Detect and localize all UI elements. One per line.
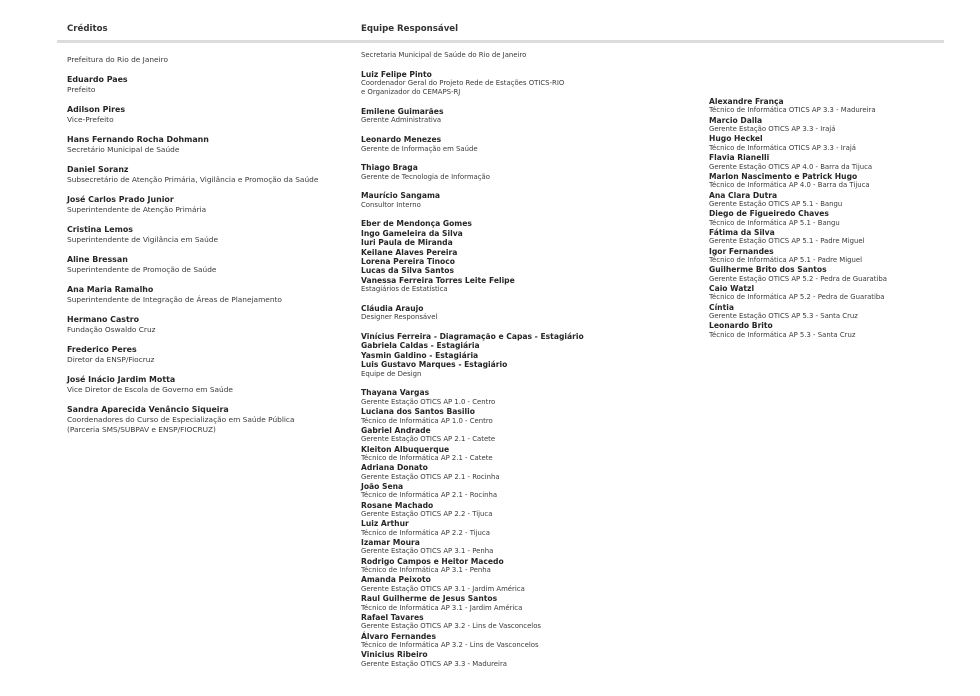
- person-name: Lorena Pereira Tinoco: [361, 257, 455, 267]
- credit-entry: [709, 247, 969, 266]
- person-name: Luiz Arthur: [361, 519, 409, 529]
- credit-entry: [67, 75, 357, 96]
- person-role: Equipe de Design: [361, 369, 422, 378]
- person-role: Gerente Estação OTICS AP 5.1 - Padre Miguel: [709, 237, 865, 246]
- person-name: Daniel Soranz: [67, 164, 129, 174]
- credit-entry: [67, 55, 357, 65]
- person-name: Leonardo Menezes: [361, 135, 442, 145]
- person-name: Luciana dos Santos Basilio: [361, 407, 475, 417]
- person-name: Alexandre França: [709, 97, 784, 106]
- person-name: Kleiton Albuquerque: [361, 444, 450, 454]
- credit-entry: [709, 153, 969, 172]
- credits-heading: Créditos: [67, 24, 108, 34]
- person-role: Consultor Interno: [361, 200, 421, 209]
- person-name: Marlon Nascimento e Patrick Hugo: [709, 171, 858, 181]
- credit-entry: [709, 265, 969, 284]
- team-column: [361, 51, 691, 669]
- person-name: Iuri Paula de Miranda: [361, 238, 453, 248]
- person-role: Técnico de Informática AP 3.1 - Penha: [361, 566, 491, 575]
- person-role: Técnico de Informática AP 4.0 - Barra da Tijuca: [709, 181, 870, 190]
- person-role: Gerente Estação OTICS AP 3.1 - Jardim América: [361, 584, 525, 593]
- credit-entry: [361, 501, 691, 520]
- person-role: Gerente Estação OTICS AP 3.3 - Madureira: [361, 659, 508, 668]
- person-role: Superintendente de Atenção Primária: [67, 205, 207, 214]
- credit-entry: [709, 134, 969, 153]
- person-name: Aline Bressan: [67, 254, 128, 264]
- credit-entry: [361, 407, 691, 426]
- person-name: Caio Watzl: [709, 284, 755, 294]
- person-role: Técnico de Informática AP 2.1 - Rocinha: [361, 491, 498, 500]
- person-role: Gerente de Tecnologia de Informação: [361, 172, 490, 181]
- person-role: Vice-Prefeito: [67, 115, 114, 124]
- person-name: Lucas da Silva Santos: [361, 266, 454, 276]
- credit-entry: [67, 135, 357, 156]
- team-heading: Equipe Responsável: [361, 24, 459, 34]
- credit-entry: [709, 191, 969, 210]
- person-name: Cristina Lemos: [67, 224, 133, 234]
- person-name: João Sena: [361, 481, 404, 491]
- credit-entry: [361, 107, 691, 126]
- credit-entry: [67, 345, 357, 366]
- person-role: Técnico de Informática AP 2.2 - Tijuca: [361, 528, 490, 537]
- person-name: José Carlos Prado Junior: [67, 194, 174, 204]
- person-role: Designer Responsável: [361, 313, 438, 322]
- person-role: Estagiários de Estatística: [361, 285, 448, 294]
- credit-entry: [67, 195, 357, 216]
- credit-entry: [709, 321, 969, 340]
- credit-entry: [361, 70, 691, 98]
- person-name: Adilson Pires: [67, 104, 126, 114]
- credit-entry: [361, 135, 691, 154]
- person-name: José Inácio Jardim Motta: [67, 374, 176, 384]
- person-role: Técnico de Informática AP 2.1 - Catete: [361, 453, 493, 462]
- credit-entry: [361, 650, 691, 669]
- credit-entry: [709, 97, 969, 116]
- person-role: Gerente Estação OTICS AP 3.3 - Irajá: [709, 125, 836, 134]
- credit-entry: [361, 575, 691, 594]
- credit-entry: [709, 116, 969, 135]
- credit-entry: [709, 172, 969, 191]
- person-role: Gerente Estação OTICS AP 3.1 - Penha: [361, 547, 494, 556]
- person-role: Técnico de Informática AP 3.1 - Jardim América: [361, 603, 523, 612]
- credit-entry: [361, 557, 691, 576]
- person-role: Superintendente de Vigilância em Saúde: [67, 235, 219, 244]
- person-name: Ingo Gameleira da Silva: [361, 228, 463, 238]
- credit-entry: [361, 538, 691, 557]
- credit-entry: [361, 332, 691, 379]
- person-role: Técnico de Informática OTICS AP 3.3 - Madureira: [709, 106, 876, 115]
- person-role: Gerente Estação OTICS AP 2.1 - Rocinha: [361, 472, 500, 481]
- person-name: Hugo Heckel: [709, 134, 763, 144]
- credit-entry: [67, 315, 357, 336]
- person-name: Amanda Peixoto: [361, 575, 431, 585]
- person-name: Rodrigo Campos e Heitor Macedo: [361, 556, 504, 566]
- credit-entry: [361, 163, 691, 182]
- person-name: Vinicius Ribeiro: [361, 650, 428, 660]
- person-name: Igor Fernandes: [709, 246, 774, 256]
- person-role: Gerente Estação OTICS AP 5.3 - Santa Cruz: [709, 312, 858, 321]
- person-role: Subsecretário de Atenção Primária, Vigilância e Promoção da Saúde: [67, 175, 319, 184]
- credit-entry: [361, 445, 691, 464]
- person-name: Fátima da Silva: [709, 227, 775, 237]
- person-name: Rafael Tavares: [361, 612, 424, 622]
- credit-entry: [361, 51, 691, 60]
- credit-entry: [67, 105, 357, 126]
- person-name: Gabriel Andrade: [361, 425, 431, 435]
- person-name: Thayana Vargas: [361, 388, 430, 398]
- person-role: Gerente Estação OTICS AP 4.0 - Barra da Tijuca: [709, 162, 873, 171]
- person-role: Prefeitura do Rio de Janeiro: [67, 55, 169, 64]
- person-role: Secretaria Municipal de Saúde do Rio de Janeiro: [361, 51, 527, 59]
- credit-entry: [361, 613, 691, 632]
- person-name: Vanessa Ferreira Torres Leite Felipe: [361, 275, 515, 285]
- person-role: Diretor da ENSP/Fiocruz: [67, 355, 155, 364]
- person-role: Fundação Oswaldo Cruz: [67, 325, 156, 334]
- credit-entry: [361, 304, 691, 323]
- person-name: Gabriela Caldas - Estagiária: [361, 341, 480, 351]
- credit-entry: [361, 219, 691, 294]
- person-role: Gerente de Informação em Saúde: [361, 144, 478, 153]
- person-name: Frederico Peres: [67, 344, 137, 354]
- person-role: Secretário Municipal de Saúde: [67, 145, 180, 154]
- person-role: Gerente Administrativa: [361, 116, 442, 125]
- person-role: Vice Diretor de Escola de Governo em Saúde: [67, 385, 233, 394]
- person-name: Sandra Aparecida Venâncio Siqueira: [67, 404, 229, 414]
- credit-entry: [709, 303, 969, 322]
- person-role: Superintendente de Promoção de Saúde: [67, 265, 217, 274]
- credit-entry: [361, 519, 691, 538]
- person-role: Coordenadores do Curso de Especialização em Saúde Pública: [67, 415, 295, 424]
- person-name: Flavia Rianelli: [709, 153, 770, 163]
- credit-entry: [361, 191, 691, 210]
- person-name: Keilane Alaves Pereira: [361, 247, 458, 257]
- person-name: Izamar Moura: [361, 538, 420, 548]
- person-role: Técnico de Informática AP 3.2 - Lins de Vasconcelos: [361, 640, 539, 649]
- person-name: Cíntia: [709, 302, 734, 312]
- person-name: Eduardo Paes: [67, 74, 128, 84]
- person-role: Gerente Estação OTICS AP 2.2 - Tijuca: [361, 510, 493, 519]
- person-name: Ana Clara Dutra: [709, 190, 778, 200]
- person-role: Gerente Estação OTICS AP 2.1 - Catete: [361, 435, 496, 444]
- person-role: Superintendente de Integração de Áreas de Planejamento: [67, 295, 282, 304]
- person-name: Hermano Castro: [67, 314, 140, 324]
- credit-entry: [67, 165, 357, 186]
- team-continued-column: [709, 97, 969, 340]
- person-role: Gerente Estação OTICS AP 5.1 - Bangu: [709, 199, 843, 208]
- credit-entry: [361, 426, 691, 445]
- person-role: Técnico de Informática AP 5.1 - Bangu: [709, 218, 840, 227]
- credit-entry: [361, 463, 691, 482]
- person-name: Vinícius Ferreira - Diagramação e Capas - Estagiário: [361, 332, 584, 342]
- person-role: Gerente Estação OTICS AP 3.2 - Lins de Vasconcelos: [361, 622, 542, 631]
- person-role: Técnico de Informática AP 5.1 - Padre Miguel: [709, 256, 863, 265]
- person-role: e Organizador do CEMAPS-RJ: [361, 88, 461, 97]
- person-role: Técnico de Informática OTICS AP 3.3 - Irajá: [709, 143, 856, 152]
- person-name: Marcio Dalla: [709, 115, 763, 125]
- person-role: Técnico de Informática AP 5.2 - Pedra de Guaratiba: [709, 293, 885, 302]
- person-role: Técnico de Informática AP 1.0 - Centro: [361, 416, 493, 425]
- credit-entry: [67, 255, 357, 276]
- person-name: Thiago Braga: [361, 163, 418, 173]
- person-name: Diego de Figueiredo Chaves: [709, 209, 829, 219]
- credit-entry: [67, 285, 357, 306]
- person-name: Maurício Sangama: [361, 191, 440, 201]
- person-name: Luiz Felipe Pinto: [361, 69, 432, 79]
- credit-entry: [709, 209, 969, 228]
- credit-entry: [361, 482, 691, 501]
- person-name: Luis Gustavo Marques - Estagiário: [361, 360, 508, 370]
- credit-entry: [67, 375, 357, 396]
- person-role: Gerente Estação OTICS AP 5.2 - Pedra de Guaratiba: [709, 274, 887, 283]
- person-role: Gerente Estação OTICS AP 1.0 - Centro: [361, 397, 496, 406]
- person-name: Cláudia Araujo: [361, 303, 424, 313]
- credit-entry: [67, 405, 357, 436]
- credit-entry: [67, 225, 357, 246]
- header-divider: [57, 40, 944, 43]
- credit-entry: [361, 594, 691, 613]
- credit-entry: [709, 284, 969, 303]
- person-role: Técnico de Informática AP 5.3 - Santa Cruz: [709, 330, 856, 339]
- person-name: Hans Fernando Rocha Dohmann: [67, 134, 209, 144]
- person-name: Emilene Guimarães: [361, 107, 444, 117]
- credit-entry: [709, 228, 969, 247]
- person-name: Leonardo Brito: [709, 321, 773, 331]
- person-name: Álvaro Fernandes: [361, 631, 436, 641]
- credit-entry: [361, 388, 691, 407]
- person-name: Yasmin Galdino - Estagiária: [361, 350, 479, 360]
- person-role: (Parceria SMS/SUBPAV e ENSP/FIOCRUZ): [67, 425, 216, 435]
- person-name: Adriana Donato: [361, 463, 428, 473]
- credits-column: [67, 55, 357, 445]
- person-name: Guilherme Brito dos Santos: [709, 265, 827, 275]
- credit-entry: [361, 632, 691, 651]
- person-name: Rosane Machado: [361, 500, 434, 510]
- person-role: Coordenador Geral do Projeto Rede de Estações OTICS-RIO: [361, 79, 565, 88]
- person-name: Raul Guilherme de Jesus Santos: [361, 594, 498, 604]
- person-name: Ana Maria Ramalho: [67, 284, 154, 294]
- person-role: Prefeito: [67, 85, 96, 94]
- person-name: Eber de Mendonça Gomes: [361, 219, 472, 229]
